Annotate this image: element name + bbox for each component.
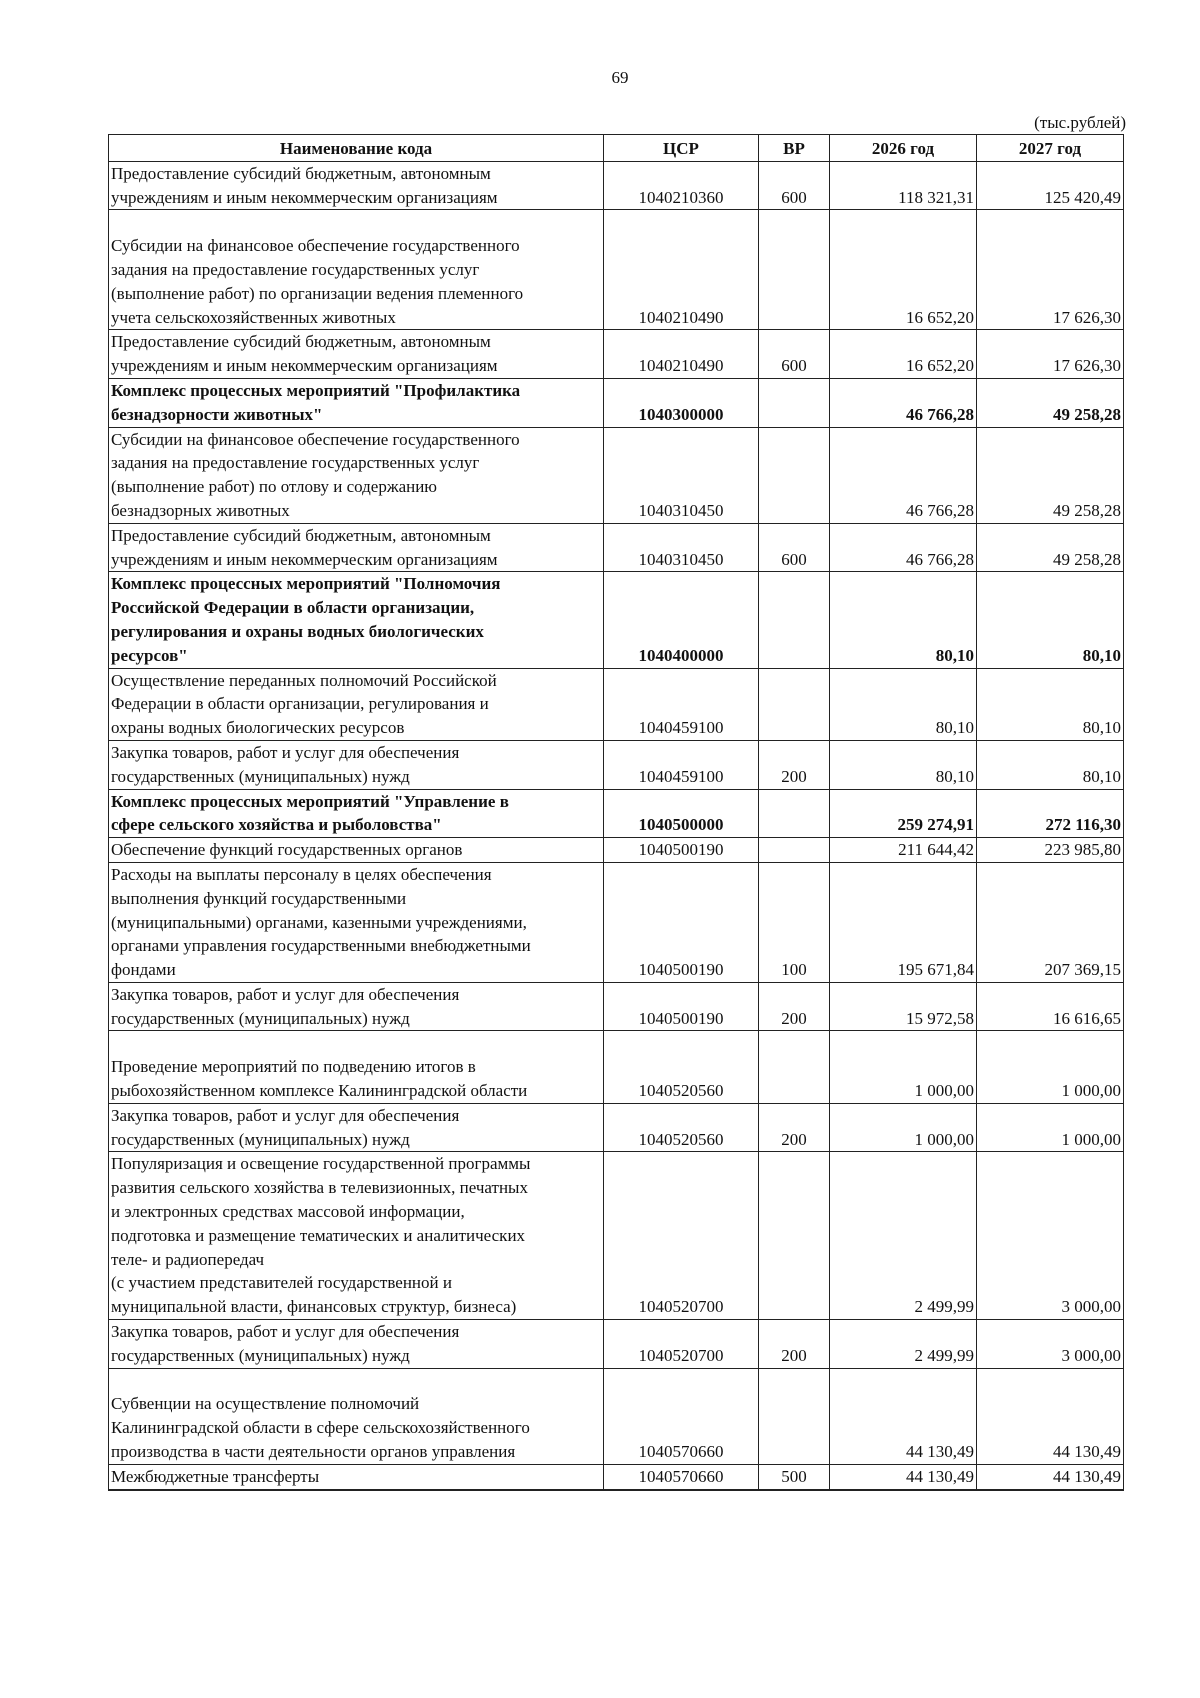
cell-csr: 1040210490 [604, 330, 759, 379]
cell-name: Предоставление субсидий бюджетным, автономным учреждениям и иным некоммерческим организациям [109, 161, 604, 210]
cell-2027: 17 626,30 [977, 210, 1124, 330]
cell-2026: 80,10 [830, 572, 977, 668]
cell-vr [759, 668, 830, 740]
units-label: (тыс.рублей) [1034, 113, 1126, 132]
cell-2026: 16 652,20 [830, 210, 977, 330]
cell-2026: 15 972,58 [830, 982, 977, 1031]
cell-vr [759, 427, 830, 523]
cell-vr: 200 [759, 1103, 830, 1152]
cell-vr [759, 378, 830, 427]
header-2027: 2027 год [977, 135, 1124, 162]
cell-name: Популяризация и освещение государственной программы развития сельского хозяйства в телевизионных, печатных и электронных средствах массовой информации, подготовка и размещение тематических и аналитических теле- и радиопередач (с участием представителей государственной и муниципальной власти, финансовых структур, бизнеса) [109, 1152, 604, 1320]
cell-name: Субвенции на осуществление полномочий Калининградской области в сфере сельскохозяйственного производства в части деятельности органов управления [109, 1368, 604, 1464]
cell-csr: 1040400000 [604, 572, 759, 668]
cell-name: Комплекс процессных мероприятий "Полномочия Российской Федерации в области организации, регулирования и охраны водных биологических ресурсов" [109, 572, 604, 668]
table-row [109, 862, 1124, 982]
cell-name: Осуществление переданных полномочий Российской Федерации в области организации, регулирования и охраны водных биологических ресурсов [109, 668, 604, 740]
cell-csr: 1040570660 [604, 1368, 759, 1464]
cell-csr: 1040210490 [604, 210, 759, 330]
cell-csr: 1040500190 [604, 862, 759, 982]
table-header-row [109, 135, 1124, 162]
cell-name: Предоставление субсидий бюджетным, автономным учреждениям и иным некоммерческим организациям [109, 523, 604, 572]
cell-2027: 49 258,28 [977, 523, 1124, 572]
cell-2026: 16 652,20 [830, 330, 977, 379]
table-row [109, 330, 1124, 379]
cell-vr: 200 [759, 740, 830, 789]
cell-2026: 259 274,91 [830, 789, 977, 838]
cell-2027: 3 000,00 [977, 1152, 1124, 1320]
cell-csr: 1040500190 [604, 838, 759, 863]
cell-csr: 1040459100 [604, 668, 759, 740]
table-row [109, 982, 1124, 1031]
cell-vr [759, 1031, 830, 1103]
table-row [109, 161, 1124, 210]
cell-vr [759, 1152, 830, 1320]
cell-name: Субсидии на финансовое обеспечение государственного задания на предоставление государственных услуг (выполнение работ) по организации ведения племенного учета сельскохозяйственных животных [109, 210, 604, 330]
cell-2027: 1 000,00 [977, 1031, 1124, 1103]
cell-csr: 1040500190 [604, 982, 759, 1031]
cell-vr: 600 [759, 330, 830, 379]
cell-vr [759, 838, 830, 863]
table-row [109, 1368, 1124, 1464]
cell-2027: 80,10 [977, 740, 1124, 789]
cell-2027: 3 000,00 [977, 1320, 1124, 1369]
cell-csr: 1040520560 [604, 1103, 759, 1152]
cell-vr: 600 [759, 523, 830, 572]
cell-csr: 1040520700 [604, 1152, 759, 1320]
cell-csr: 1040520560 [604, 1031, 759, 1103]
table-row [109, 838, 1124, 863]
cell-name: Закупка товаров, работ и услуг для обеспечения государственных (муниципальных) нужд [109, 740, 604, 789]
cell-vr [759, 572, 830, 668]
cell-csr: 1040300000 [604, 378, 759, 427]
cell-csr: 1040459100 [604, 740, 759, 789]
cell-name: Проведение мероприятий по подведению итогов в рыбохозяйственном комплексе Калининградской области [109, 1031, 604, 1103]
page-number: 69 [611, 68, 629, 87]
cell-name: Межбюджетные трансферты [109, 1464, 604, 1489]
cell-2026: 46 766,28 [830, 427, 977, 523]
cell-name: Комплекс процессных мероприятий "Управление в сфере сельского хозяйства и рыболовства" [109, 789, 604, 838]
cell-2026: 118 321,31 [830, 161, 977, 210]
cell-2027: 17 626,30 [977, 330, 1124, 379]
table-row [109, 668, 1124, 740]
cell-2026: 46 766,28 [830, 523, 977, 572]
cell-vr: 200 [759, 982, 830, 1031]
cell-2026: 44 130,49 [830, 1368, 977, 1464]
cell-name: Закупка товаров, работ и услуг для обеспечения государственных (муниципальных) нужд [109, 1103, 604, 1152]
header-name: Наименование кода [109, 135, 604, 162]
table-row [109, 1152, 1124, 1320]
table-row [109, 210, 1124, 330]
cell-2026: 211 644,42 [830, 838, 977, 863]
cell-2027: 49 258,28 [977, 378, 1124, 427]
table-body [109, 161, 1124, 1489]
cell-name: Расходы на выплаты персоналу в целях обеспечения выполнения функций государственными (муниципальными) органами, казенными учреждениями, органами управления государственными внебюджетными фондами [109, 862, 604, 982]
cell-vr [759, 1368, 830, 1464]
cell-name: Предоставление субсидий бюджетным, автономным учреждениям и иным некоммерческим организациям [109, 330, 604, 379]
cell-2027: 44 130,49 [977, 1368, 1124, 1464]
cell-vr: 600 [759, 161, 830, 210]
cell-2026: 46 766,28 [830, 378, 977, 427]
cell-vr: 200 [759, 1320, 830, 1369]
cell-2027: 125 420,49 [977, 161, 1124, 210]
header-csr: ЦСР [604, 135, 759, 162]
cell-vr [759, 210, 830, 330]
cell-2026: 195 671,84 [830, 862, 977, 982]
table-row [109, 523, 1124, 572]
cell-2027: 80,10 [977, 668, 1124, 740]
budget-table [108, 134, 1124, 1491]
cell-2026: 80,10 [830, 740, 977, 789]
cell-2026: 2 499,99 [830, 1152, 977, 1320]
cell-csr: 1040570660 [604, 1464, 759, 1489]
table-row [109, 427, 1124, 523]
table-row [109, 1031, 1124, 1103]
cell-2026: 1 000,00 [830, 1031, 977, 1103]
cell-2027: 223 985,80 [977, 838, 1124, 863]
table-row [109, 740, 1124, 789]
table-row [109, 789, 1124, 838]
cell-2027: 16 616,65 [977, 982, 1124, 1031]
cell-2027: 49 258,28 [977, 427, 1124, 523]
cell-name: Закупка товаров, работ и услуг для обеспечения государственных (муниципальных) нужд [109, 1320, 604, 1369]
cell-vr: 100 [759, 862, 830, 982]
cell-2026: 80,10 [830, 668, 977, 740]
table-row [109, 1103, 1124, 1152]
cell-csr: 1040310450 [604, 427, 759, 523]
cell-2026: 2 499,99 [830, 1320, 977, 1369]
cell-name: Комплекс процессных мероприятий "Профилактика безнадзорности животных" [109, 378, 604, 427]
cell-2026: 44 130,49 [830, 1464, 977, 1489]
cell-csr: 1040210360 [604, 161, 759, 210]
cell-csr: 1040310450 [604, 523, 759, 572]
cell-name: Обеспечение функций государственных органов [109, 838, 604, 863]
cell-2026: 1 000,00 [830, 1103, 977, 1152]
table-row [109, 378, 1124, 427]
cell-vr [759, 789, 830, 838]
cell-2027: 1 000,00 [977, 1103, 1124, 1152]
cell-2027: 44 130,49 [977, 1464, 1124, 1489]
cell-csr: 1040520700 [604, 1320, 759, 1369]
cell-csr: 1040500000 [604, 789, 759, 838]
cell-2027: 272 116,30 [977, 789, 1124, 838]
header-2026: 2026 год [830, 135, 977, 162]
table-row [109, 1320, 1124, 1369]
cell-name: Субсидии на финансовое обеспечение государственного задания на предоставление государственных услуг (выполнение работ) по отлову и содержанию безнадзорных животных [109, 427, 604, 523]
table-row [109, 1464, 1124, 1489]
cell-name: Закупка товаров, работ и услуг для обеспечения государственных (муниципальных) нужд [109, 982, 604, 1031]
header-vr: ВР [759, 135, 830, 162]
cell-2027: 80,10 [977, 572, 1124, 668]
table-row [109, 572, 1124, 668]
cell-2027: 207 369,15 [977, 862, 1124, 982]
cell-vr: 500 [759, 1464, 830, 1489]
